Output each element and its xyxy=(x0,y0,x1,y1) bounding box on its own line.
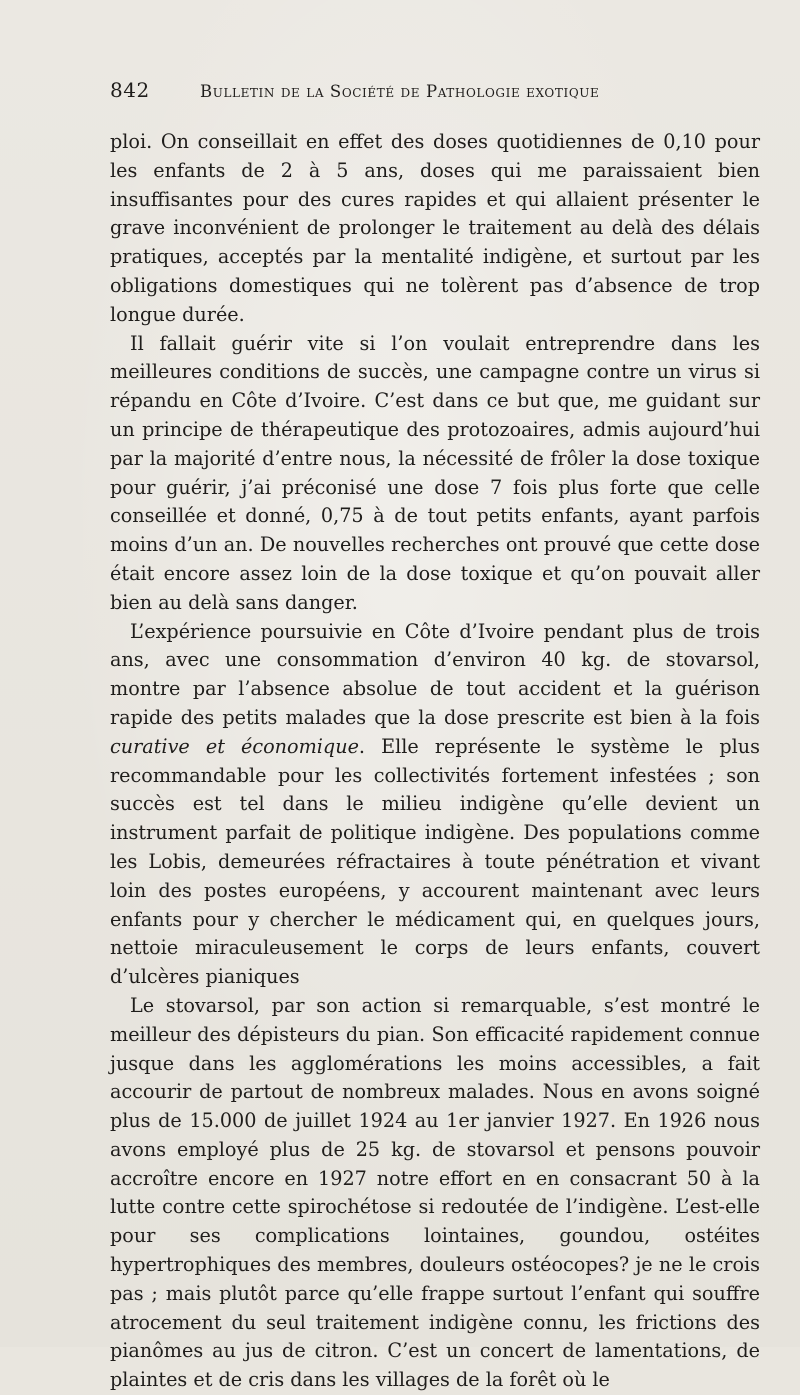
paragraph-2 xyxy=(110,330,760,618)
page-header xyxy=(110,78,760,102)
paragraph-1 xyxy=(110,128,760,330)
paragraph-4-text: Le stovarsol, par son action si remarquable, s’est montré le meilleur des dépisteurs du pian. Son efficacité rapidement connue jusque dans les agglomérations les moins accessibles, a fait accourir de partout de nombreux malades. Nous en avons soigné plus de 15.000 de juillet 1924 au 1er janvier 1927. En 1926 nous avons employé plus de 25 kg. de stovarsol et pensons pouvoir accroître encore en 1927 notre effort en en consacrant 50 à la lutte contre cette spirochétose si redoutée de l’indigène. L’est-elle pour ses complications lointaines, goundou, ostéites hypertrophiques des membres, douleurs ostéocopes? je ne le crois pas ; mais plutôt parce qu’elle frappe surtout l’enfant qui souffre atrocement du seul traitement indigène connu, les frictions des pianômes au jus de citron. C’est un concert de lamentations, de plaintes et de cris dans les villages de la forêt où le xyxy=(110,993,760,1392)
body-text xyxy=(110,128,760,1395)
paragraph-3-text-before: L’expérience poursuivie en Côte d’Ivoire pendant plus de trois ans, avec une consommation d’environ 40 kg. de stovarsol, montre par l’absence absolue de tout accident et la guérison rapide des petits malades que la dose prescrite est bien à la fois xyxy=(110,619,760,729)
page-number: 842 xyxy=(110,78,150,102)
paragraph-1-text: ploi. On conseillait en effet des doses quotidiennes de 0,10 pour les enfants de 2 à 5 ans, doses qui me paraissaient bien insuffisantes pour des cures rapides et qui allaient présenter le grave inconvénient de prolonger le traitement au delà des délais pratiques, acceptés par la mentalité indigène, et surtout par les obligations domestiques qui ne tolèrent pas d’absence de trop longue durée. xyxy=(110,130,760,326)
paragraph-2-text: Il fallait guérir vite si l’on voulait entreprendre dans les meilleures conditions de succès, une campagne contre un virus si répandu en Côte d’Ivoire. C’est dans ce but que, me guidant sur un principe de thérapeutique des protozoaires, admis aujourd’hui par la majorité d’entre nous, la nécessité de frôler la dose toxique pour guérir, j’ai préconisé une dose 7 fois plus forte que celle conseillée et donné, 0,75 à de tout petits enfants, ayant parfois moins d’un an. De nouvelles recherches ont prouvé que cette dose était encore assez loin de la dose toxique et qu’on pouvait aller bien au delà sans danger. xyxy=(110,331,760,614)
running-head: Bulletin de la Société de Pathologie exotique xyxy=(200,82,600,101)
paragraph-3-text-after: . Elle représente le système le plus recommandable pour les collectivités fortement infestées ; son succès est tel dans le milieu indigène qu’elle devient un instrument parfait de politique indigène. Des populations comme les Lobis, demeurées réfractaires à toute pénétration et vivant loin des postes européens, y accourent maintenant avec leurs enfants pour y chercher le médicament qui, en quelques jours, nettoie miraculeusement le corps de leurs enfants, couvert d’ulcères pianiques xyxy=(110,734,760,989)
paragraph-3-emphasis: curative et économique xyxy=(110,734,359,758)
paragraph-3 xyxy=(110,618,760,992)
paragraph-4 xyxy=(110,992,760,1395)
